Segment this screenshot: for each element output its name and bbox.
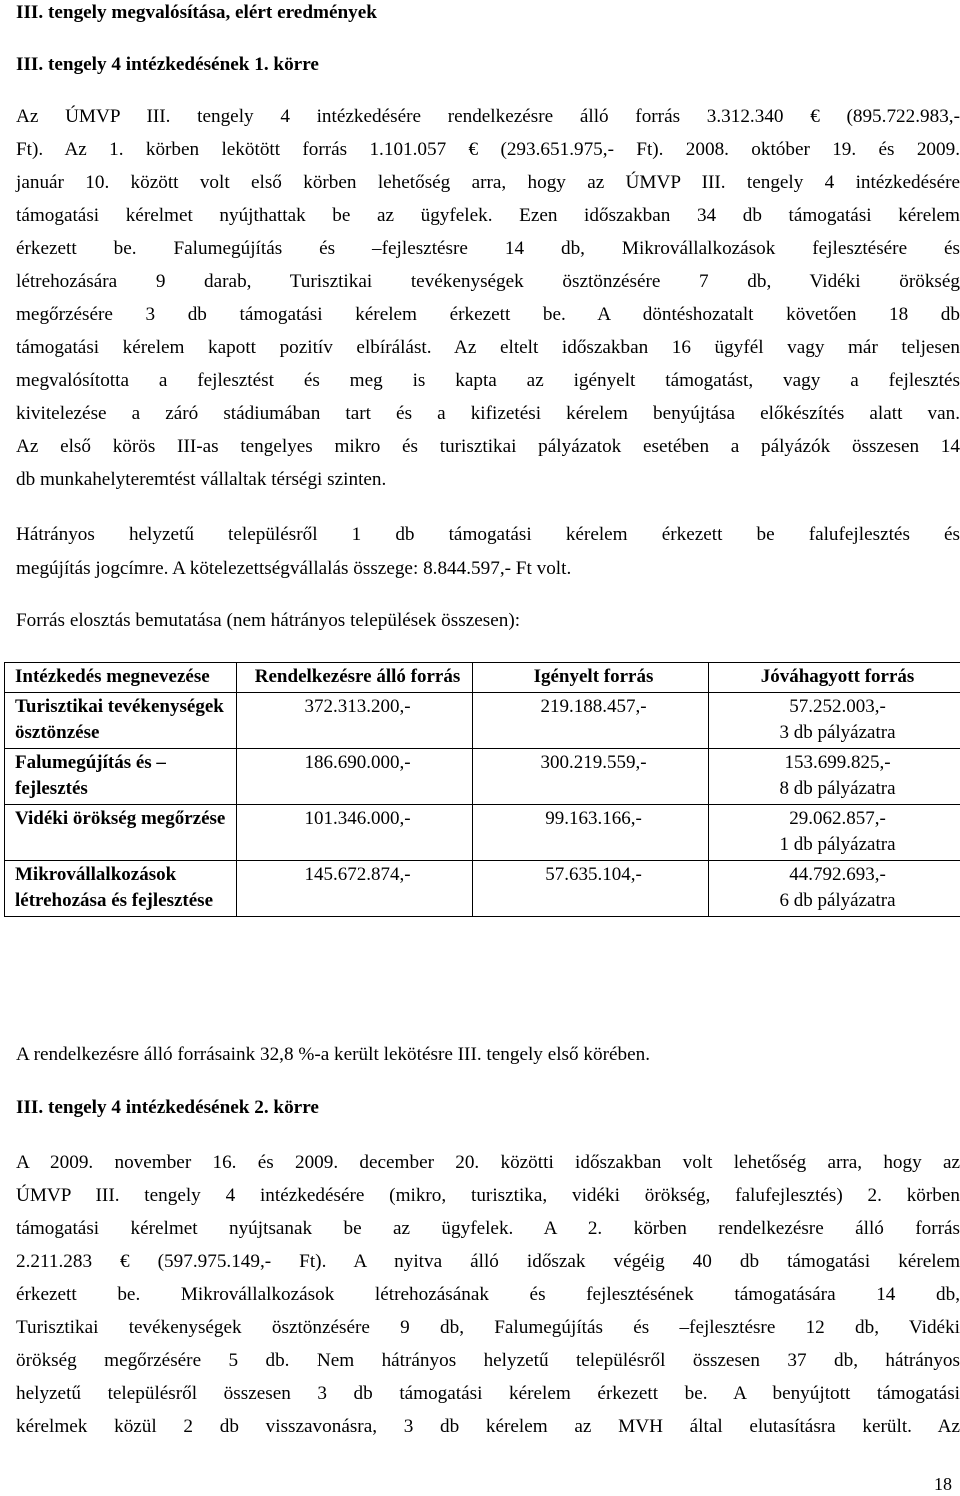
- paragraph-line: db munkahelyteremtést vállaltak térségi szinten.: [16, 469, 387, 490]
- approved-count: 6 db pályázatra: [779, 890, 896, 911]
- paragraph-line: megőrzésére 3 db támogatási kérelem érkezett be. A döntéshozatalt követően 18 db: [16, 304, 960, 325]
- paragraph-line: Az első körös III-as tengelyes mikro és turisztikai pályázatok esetében a pályázók összesen 14: [16, 436, 960, 457]
- subsection-heading-round-1: III. tengely 4 intézkedésének 1. körre: [16, 54, 319, 75]
- table-row: [5, 805, 960, 861]
- paragraph-line: Hátrányos helyzetű településről 1 db támogatási kérelem érkezett be falufejlesztés és: [16, 524, 960, 545]
- header-requested-source: Igényelt forrás: [473, 663, 709, 693]
- approved-value: 44.792.693,-: [789, 864, 886, 885]
- paragraph-line: Az ÚMVP III. tengely 4 intézkedésére rendelkezésre álló forrás 3.312.340 € (895.722.983,-: [16, 106, 960, 127]
- table-row: [5, 693, 960, 749]
- approved-count: 3 db pályázatra: [779, 722, 896, 743]
- paragraph-line: támogatási kérelmet nyújthattak be az ügyfelek. Ezen időszakban 34 db támogatási kérelem: [16, 205, 960, 226]
- page-number: 18: [934, 1474, 952, 1494]
- measure-name: Falumegújítás és – fejlesztés: [5, 749, 237, 805]
- measure-name: Turisztikai tevékenységek ösztönzése: [5, 693, 237, 749]
- approved-cell: [709, 861, 960, 917]
- approved-count: 1 db pályázatra: [779, 834, 896, 855]
- available-value: 145.672.874,-: [237, 861, 473, 917]
- paragraph-line: 2.211.283 € (597.975.149,- Ft). A nyitva álló időszak végéig 40 db támogatási kérelem: [16, 1251, 960, 1272]
- paragraph-line: érkezett be. Falumegújítás és –fejlesztésre 14 db, Mikrovállalkozások fejlesztésére és: [16, 238, 960, 259]
- approved-value: 153.699.825,-: [784, 752, 891, 773]
- subsection-heading-round-2: III. tengely 4 intézkedésének 2. körre: [16, 1097, 319, 1118]
- header-measure-name: Intézkedés megnevezése: [5, 663, 237, 693]
- paragraph-line: támogatási kérelmet nyújtsanak be az ügyfelek. A 2. körben rendelkezésre álló forrás: [16, 1218, 960, 1239]
- available-value: 186.690.000,-: [237, 749, 473, 805]
- paragraph-line: január 10. között volt első körben lehetőség arra, hogy az ÚMVP III. tengely 4 intézkedésére: [16, 172, 960, 193]
- header-approved-source: Jóváhagyott forrás: [709, 663, 960, 693]
- available-value: 372.313.200,-: [237, 693, 473, 749]
- paragraph-line: Ft). Az 1. körben lekötött forrás 1.101.057 € (293.651.975,- Ft). 2008. október 19. és 2009.: [16, 139, 960, 160]
- paragraph-line: helyzetű településről összesen 3 db támogatási kérelem érkezett be. A benyújtott támogatási: [16, 1383, 960, 1404]
- approved-count: 8 db pályázatra: [779, 778, 896, 799]
- paragraph-line: ÚMVP III. tengely 4 intézkedésére (mikro, turisztika, vidéki örökség, falufejlesztés) 2. körben: [16, 1185, 960, 1206]
- requested-value: 57.635.104,-: [473, 861, 709, 917]
- table-row: [5, 749, 960, 805]
- approved-value: 29.062.857,-: [789, 808, 886, 829]
- allocation-table: [4, 662, 960, 917]
- paragraph-line: kérelmek közül 2 db visszavonásra, 3 db kérelem az MVH által elutasításra került. Az: [16, 1416, 960, 1437]
- header-available-source: Rendelkezésre álló forrás: [237, 663, 473, 693]
- table-caption: Forrás elosztás bemutatása (nem hátrányos települések összesen):: [16, 610, 521, 631]
- table-row: [5, 861, 960, 917]
- requested-value: 99.163.166,-: [473, 805, 709, 861]
- paragraph-line: létrehozására 9 darab, Turisztikai tevékenységek ösztönzésére 7 db, Vidéki örökség: [16, 271, 960, 292]
- approved-cell: [709, 693, 960, 749]
- approved-cell: [709, 749, 960, 805]
- requested-value: 219.188.457,-: [473, 693, 709, 749]
- paragraph-line: Turisztikai tevékenységek ösztönzésére 9 db, Falumegújítás és –fejlesztésre 12 db, Vidéki: [16, 1317, 960, 1338]
- section-heading: III. tengely megvalósítása, elért eredmények: [16, 2, 377, 23]
- summary-sentence: A rendelkezésre álló forrásaink 32,8 %-a került lekötésre III. tengely első körében.: [16, 1044, 650, 1065]
- approved-cell: [709, 805, 960, 861]
- requested-value: 300.219.559,-: [473, 749, 709, 805]
- paragraph-line: megvalósította a fejlesztést és meg is kapta az igényelt támogatást, vagy a fejlesztés: [16, 370, 960, 391]
- table-header-row: [5, 663, 960, 693]
- paragraph-line: örökség megőrzésére 5 db. Nem hátrányos helyzetű településről összesen 37 db, hátrányos: [16, 1350, 960, 1371]
- paragraph-line: támogatási kérelem kapott pozitív elbírálást. Az eltelt időszakban 16 ügyfél vagy már teljesen: [16, 337, 960, 358]
- paragraph-line: megújítás jogcímre. A kötelezettségvállalás összege: 8.844.597,- Ft volt.: [16, 558, 572, 579]
- paragraph-line: A 2009. november 16. és 2009. december 20. közötti időszakban volt lehetőség arra, hogy az: [16, 1152, 960, 1173]
- measure-name: Mikrovállalkozások létrehozása és fejlesztése: [5, 861, 237, 917]
- approved-value: 57.252.003,-: [789, 696, 886, 717]
- available-value: 101.346.000,-: [237, 805, 473, 861]
- measure-name: Vidéki örökség megőrzése: [5, 805, 237, 861]
- paragraph-line: kivitelezése a záró stádiumában tart és a kifizetési kérelem benyújtása előkészítés alatt van.: [16, 403, 960, 424]
- paragraph-line: érkezett be. Mikrovállalkozások létrehozásának és fejlesztésének támogatására 14 db,: [16, 1284, 960, 1305]
